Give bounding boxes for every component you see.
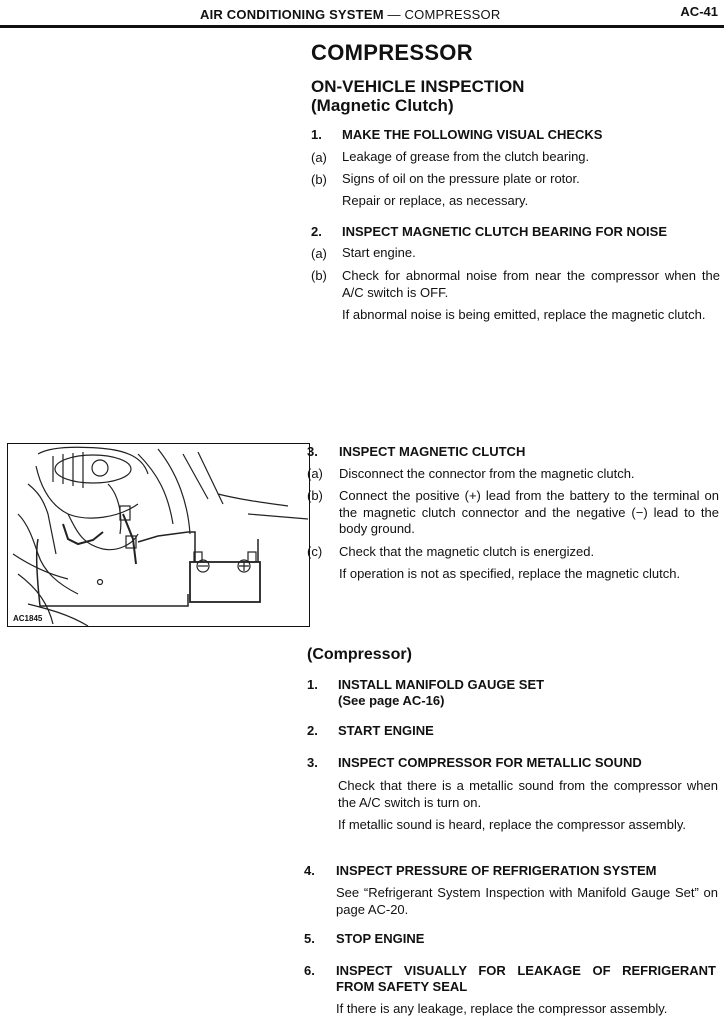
header-subtitle: COMPRESSOR	[404, 7, 501, 22]
step-title: START ENGINE	[338, 723, 434, 738]
step-note: If metallic sound is heard, replace the compressor assembly.	[338, 817, 687, 832]
item-text: Check that the magnetic clutch is energized.	[339, 544, 595, 559]
pulley-icon	[92, 460, 108, 476]
item-text: Start engine.	[342, 245, 416, 260]
step-note: Repair or replace, as necessary.	[342, 193, 529, 208]
item-label: (a)	[307, 466, 323, 481]
step-note: If operation is not as specified, replace the magnetic clutch.	[339, 566, 681, 581]
step-title: INSPECT COMPRESSOR FOR METALLIC SOUND	[338, 755, 642, 770]
magnetic-clutch-test-illustration	[7, 443, 310, 627]
step-text: See “Refrigerant System Inspection with Manifold Gauge Set” on page AC-20.	[336, 885, 718, 917]
compressor-outline	[55, 455, 131, 483]
step-title: INSPECT PRESSURE OF REFRIGERATION SYSTEM	[336, 863, 657, 878]
item-label: (b)	[307, 488, 323, 503]
page-title: COMPRESSOR	[311, 40, 473, 65]
item-text: Disconnect the connector from the magnetic clutch.	[339, 466, 635, 481]
step-title: MAKE THE FOLLOWING VISUAL CHECKS	[342, 127, 603, 142]
step-note: If there is any leakage, replace the compressor assembly.	[336, 1001, 668, 1016]
item-label: (a)	[311, 150, 327, 165]
page-number: AC-41	[680, 4, 718, 19]
item-label: (b)	[311, 268, 327, 283]
section-heading: ON-VEHICLE INSPECTION	[311, 77, 525, 96]
running-header	[200, 7, 500, 22]
step-title: INSPECT VISUALLY FOR LEAKAGE OF REFRIGERANT FROM SAFETY SEAL	[336, 963, 716, 994]
item-label: (a)	[311, 246, 327, 261]
section-subheading: (Magnetic Clutch)	[311, 96, 454, 115]
item-text: Connect the positive (+) lead from the battery to the terminal on the magnetic clutch connector and the negative (−) lead to the body ground.	[339, 488, 719, 536]
step-title: INSPECT MAGNETIC CLUTCH	[339, 444, 526, 459]
figure-code: AC1845	[13, 614, 43, 623]
step-number: 1.	[307, 677, 318, 692]
step-number: 3.	[307, 444, 318, 459]
step-number: 6.	[304, 963, 315, 978]
step-reference: (See page AC-16)	[338, 693, 445, 708]
item-text: Check for abnormal noise from near the compressor when the A/C switch is OFF.	[342, 268, 720, 300]
item-label: (b)	[311, 172, 327, 187]
step-title: INSPECT MAGNETIC CLUTCH BEARING FOR NOISE	[342, 224, 668, 239]
item-label: (c)	[307, 544, 323, 559]
step-number: 1.	[311, 127, 322, 142]
step-number: 3.	[307, 755, 318, 770]
engine-bay-drawing	[8, 444, 310, 627]
step-text: Check that there is a metallic sound from the compressor when the A/C switch is turn on.	[338, 778, 718, 810]
item-text: Signs of oil on the pressure plate or rotor.	[342, 171, 580, 186]
item-text: Leakage of grease from the clutch bearing.	[342, 149, 590, 164]
step-number: 2.	[311, 224, 322, 239]
step-number: 2.	[307, 723, 318, 738]
compressor-heading: (Compressor)	[307, 646, 412, 663]
header-rule	[0, 25, 724, 28]
header-separator: —	[387, 7, 401, 22]
step-title: INSTALL MANIFOLD GAUGE SET	[338, 677, 545, 692]
step-number: 4.	[304, 863, 315, 878]
header-title: AIR CONDITIONING SYSTEM	[200, 7, 384, 22]
step-note: If abnormal noise is being emitted, replace the magnetic clutch.	[342, 307, 706, 322]
step-title: STOP ENGINE	[336, 931, 425, 946]
step-number: 5.	[304, 931, 315, 946]
